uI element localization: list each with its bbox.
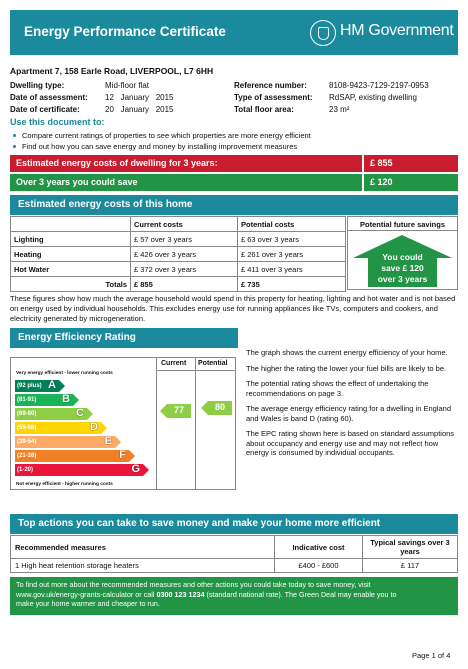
band-letter: F [119, 449, 126, 461]
costs-section-title: Estimated energy costs of this home [18, 199, 193, 210]
certificate-date-label: Date of certificate: [10, 105, 80, 114]
measure-saving: £ 117 [363, 559, 458, 573]
potential-cost: £ 411 over 3 years [238, 262, 346, 277]
estimated-costs-value: £ 855 [362, 155, 399, 172]
band-letter: D [90, 421, 98, 433]
table-row [11, 247, 346, 262]
row-label: Hot Water [11, 262, 131, 277]
reference-number-label: Reference number: [234, 81, 307, 90]
efficiency-section-header [10, 328, 238, 348]
band-range: (1-20) [17, 467, 34, 473]
current-cost: £ 57 over 3 years [131, 232, 238, 247]
footer-line: To find out more about the recommended measures and other actions you could take today to save money, visit [16, 580, 371, 589]
table-header: Recommended measures [11, 536, 275, 559]
page-number: Page 1 of 4 [412, 651, 451, 660]
column-divider [195, 358, 196, 489]
band-letter: G [131, 463, 140, 475]
band-arrow-tip [129, 450, 135, 462]
table-header: Typical savings over 3 years [363, 536, 458, 559]
table-header: Potential costs [238, 217, 346, 232]
band-arrow-tip [73, 394, 79, 406]
potential-column-header: Potential [198, 360, 228, 367]
potential-rating-arrow [208, 401, 232, 415]
footer-line: make your home warmer and cheaper to run. [16, 599, 160, 608]
explanation-paragraph: The EPC rating shown here is based on standard assumptions about occupancy and energy use and may not reflect how energy is consumed by individual occupants. [246, 429, 455, 457]
estimated-costs-bar [10, 155, 458, 172]
assessment-date-value: 12 January 2015 [105, 93, 174, 102]
table-header: Indicative cost [275, 536, 363, 559]
list-item: Find out how you can save energy and money by installing improvement measures [12, 141, 311, 152]
band-c [15, 408, 87, 420]
row-label: Lighting [11, 232, 131, 247]
page-title: Energy Performance Certificate [24, 24, 226, 39]
estimated-costs-label: Estimated energy costs of dwelling for 3 years: [16, 158, 218, 168]
efficiency-rating-chart [10, 357, 236, 490]
assessment-type-label: Type of assessment: [234, 93, 313, 102]
explanation-paragraph: The potential rating shows the effect of undertaking the recommendations on page 3. [246, 379, 429, 398]
row-label: Heating [11, 247, 131, 262]
totals-row [11, 277, 346, 292]
potential-cost: £ 261 over 3 years [238, 247, 346, 262]
floor-area-label: Total floor area: [234, 105, 294, 114]
band-arrow-tip [115, 436, 121, 448]
band-arrow-tip [59, 380, 65, 392]
band-arrow-tip [87, 408, 93, 420]
column-divider [156, 358, 157, 489]
band-b [15, 394, 73, 406]
band-d [15, 422, 101, 434]
future-savings-box [347, 216, 458, 290]
band-arrow-tip [101, 422, 107, 434]
header-divider [156, 370, 236, 371]
efficiency-section-title: Energy Efficiency Rating [18, 332, 136, 343]
band-f [15, 450, 129, 462]
savings-bar [10, 174, 458, 191]
calculator-link[interactable]: www.gov.uk/energy-grants-calculator or call [16, 589, 157, 599]
table-row [11, 232, 346, 247]
measure-name: 1 High heat retention storage heaters [11, 559, 275, 573]
explanation-paragraph: The graph shows the current energy efficiency of your home. [246, 348, 448, 357]
current-rating-value: 77 [173, 405, 184, 415]
table-row [11, 559, 458, 573]
band-e [15, 436, 115, 448]
actions-section-header [10, 514, 458, 534]
footer-text: (standard national rate). The Green Deal may enable you to [204, 589, 397, 599]
certificate-header [10, 10, 458, 55]
dwelling-type-value: Mid-floor flat [105, 81, 150, 90]
table-header: Current costs [131, 217, 238, 232]
totals-current: £ 855 [131, 277, 238, 292]
efficiency-explanation [246, 348, 458, 464]
future-savings-header: Potential future savings [348, 217, 457, 231]
table-header-row [11, 217, 346, 232]
property-address: Apartment 7, 158 Earle Road, LIVERPOOL, L7 6HH [10, 66, 214, 76]
hm-government-logo: HM Government [340, 22, 454, 39]
details-right [234, 80, 429, 116]
band-range: (69-80) [17, 411, 37, 417]
band-letter: C [76, 407, 84, 419]
table-header-row [11, 536, 458, 559]
totals-potential: £ 735 [238, 277, 346, 292]
explanation-paragraph: The higher the rating the lower your fuel bills are likely to be. [246, 363, 447, 373]
list-item: Compare current ratings of properties to see which properties are more energy efficient [12, 130, 311, 141]
band-range: (55-68) [17, 425, 37, 431]
potential-cost: £ 63 over 3 years [238, 232, 346, 247]
band-letter: E [104, 435, 112, 447]
costs-explanation: These figures show how much the average household would spend in this property for heating, lighting and hot water and is not based on energy used by individual households. This excludes energy use for running appliances like TVs, computers and cookers, and electricity generated by microgeneration. [10, 294, 456, 323]
top-efficiency-note: Very energy efficient - lower running costs [16, 371, 113, 376]
savings-label: Over 3 years you could save [16, 177, 138, 187]
future-savings-line: over 3 years [377, 274, 428, 284]
actions-section-title: Top actions you can take to save money and make your home more efficient [18, 518, 381, 529]
use-document-list [12, 130, 311, 152]
explanation-paragraph: The average energy efficiency rating for a dwelling in England and Wales is band D (rating 60). [246, 404, 451, 423]
bottom-efficiency-note: Not energy efficient - higher running costs [16, 482, 113, 487]
table-row [11, 262, 346, 277]
band-letter: A [48, 379, 56, 391]
reference-number-value: 8108-9423-7129-2197-0953 [329, 81, 429, 90]
table-header [11, 217, 131, 232]
certificate-date-value: 20 January 2015 [105, 105, 174, 114]
band-range: (92 plus) [17, 383, 42, 389]
future-savings-line: save £ 120 [381, 263, 424, 273]
costs-section-header [10, 195, 458, 215]
band-a [15, 380, 59, 392]
band-range: (21-38) [17, 453, 37, 459]
current-cost: £ 372 over 3 years [131, 262, 238, 277]
dwelling-type-label: Dwelling type: [10, 81, 65, 90]
phone-number: 0300 123 1234 [156, 589, 205, 599]
future-savings-line: You could [382, 252, 423, 262]
current-rating-arrow [167, 404, 191, 418]
potential-rating-value: 80 [214, 402, 225, 412]
use-document-heading: Use this document to: [10, 117, 105, 127]
actions-table [10, 535, 458, 573]
current-cost: £ 426 over 3 years [131, 247, 238, 262]
band-range: (39-54) [17, 439, 37, 445]
royal-crest-icon [310, 20, 336, 46]
assessment-type-value: RdSAP, existing dwelling [329, 93, 417, 102]
details-left [10, 80, 174, 116]
band-range: (81-91) [17, 397, 37, 403]
savings-value: £ 120 [362, 174, 399, 191]
green-deal-footer [10, 577, 458, 615]
footer-line [16, 590, 452, 600]
assessment-date-label: Date of assessment: [10, 93, 88, 102]
measure-cost: £400 - £600 [275, 559, 363, 573]
band-g [15, 464, 143, 476]
costs-table [10, 216, 346, 292]
band-letter: B [62, 393, 70, 405]
rating-arrow-tip [201, 401, 208, 415]
band-arrow-tip [143, 464, 149, 476]
current-column-header: Current [161, 360, 187, 367]
totals-label: Totals [11, 277, 131, 292]
floor-area-value: 23 m² [329, 105, 350, 114]
rating-arrow-tip [160, 404, 167, 418]
